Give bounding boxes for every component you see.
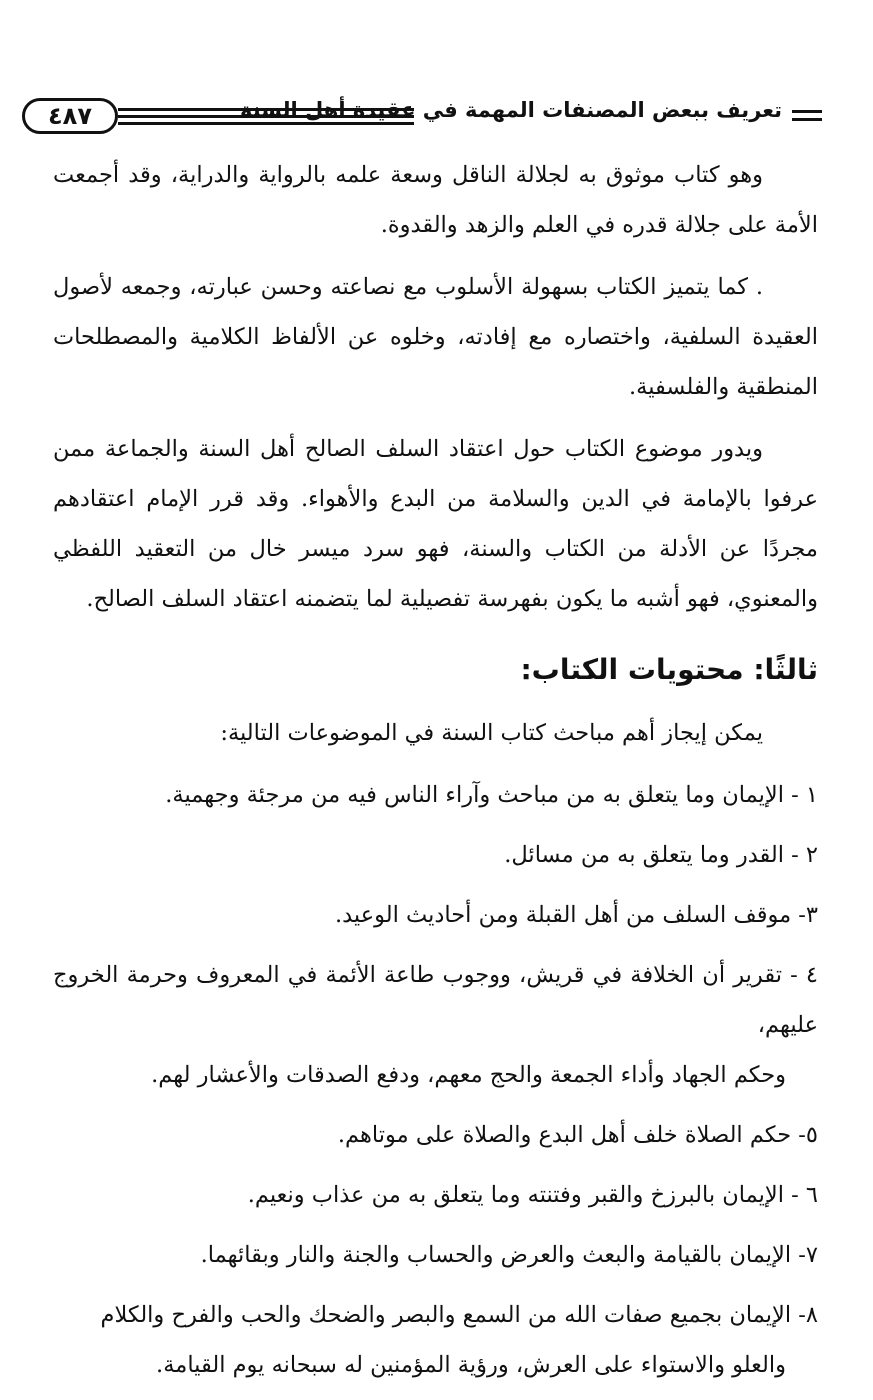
list-item-line: ٨- الإيمان بجميع صفات الله من السمع والبصر والضحك والحب والفرح والكلام [100,1302,818,1328]
list-item [53,890,818,940]
paragraph: ويدور موضوع الكتاب حول اعتقاد السلف الصالح أهل السنة والجماعة ممن عرفوا بالإمامة في الدين والسلامة من البدع والأهواء. وقد قرر الإمام اعتقادهم مجردًا عن الأدلة من الكتاب والسنة، فهو سرد ميسر خال من التعقيد اللفظي والمعنوي، فهو أشبه ما يكون بفهرسة تفصيلية لما يتضمنه اعتقاد السلف الصالح. [53,436,818,612]
running-title: تعريف ببعض المصنفات المهمة في عقيدة أهل السنة [239,98,782,122]
header-rule [118,122,414,125]
list-item [53,770,818,820]
paragraph: . كما يتميز الكتاب بسهولة الأسلوب مع نصاعته وحسن عبارته، وجمعه لأصول العقيدة السلفية، واختصاره مع إفادته، وخلوه عن الألفاظ الكلامية والمصطلحات المنطقية والفلسفية. [53,274,818,400]
list-item [53,1110,818,1160]
list-item [53,1230,818,1280]
list-item-line: ٤ - تقرير أن الخلافة في قريش، ووجوب طاعة الأئمة في المعروف وحرمة الخروج عليهم، [53,962,818,1038]
list-item-continuation: والعلو والاستواء على العرش، ورؤية المؤمنين له سبحانه يوم القيامة. [156,1352,786,1378]
list-item [53,950,818,1100]
list-item-line: ١ - الإيمان وما يتعلق به من مباحث وآراء الناس فيه من مرجئة وجهمية. [165,782,818,808]
paragraph: وهو كتاب موثوق به لجلالة الناقل وسعة علمه بالرواية والدراية، وقد أجمعت الأمة على جلالة قدره في العلم والزهد والقدوة. [53,162,818,238]
list-item-line: ٣- موقف السلف من أهل القبلة ومن أحاديث الوعيد. [334,902,818,928]
list-item-line: ٧- الإيمان بالقيامة والبعث والعرض والحساب والجنة والنار وبقائهما. [200,1242,818,1268]
list-item-line: ٢ - القدر وما يتعلق به من مسائل. [504,842,818,868]
list-item-line: ٥- حكم الصلاة خلف أهل البدع والصلاة على موتاهم. [337,1122,818,1148]
list-item-continuation: وحكم الجهاد وأداء الجمعة والحج معهم، ودفع الصدقات والأعشار لهم. [151,1062,786,1088]
section-intro: يمكن إيجاز أهم مباحث كتاب السنة في الموضوعات التالية: [220,720,763,746]
section-heading: ثالثًا: محتويات الكتاب: [520,653,818,686]
page-body [53,150,818,1400]
header-rule-right [792,118,822,121]
list-item [53,1170,818,1220]
running-header [22,94,822,140]
list-item-line: ٦ - الإيمان بالبرزخ والقبر وفتنته وما يتعلق به من عذاب ونعيم. [247,1182,818,1208]
header-rule-right [792,110,822,113]
list-item [53,830,818,880]
list-item [53,1290,818,1390]
page-number: ٤٨٧ [48,102,92,130]
page-number-badge [22,98,118,134]
